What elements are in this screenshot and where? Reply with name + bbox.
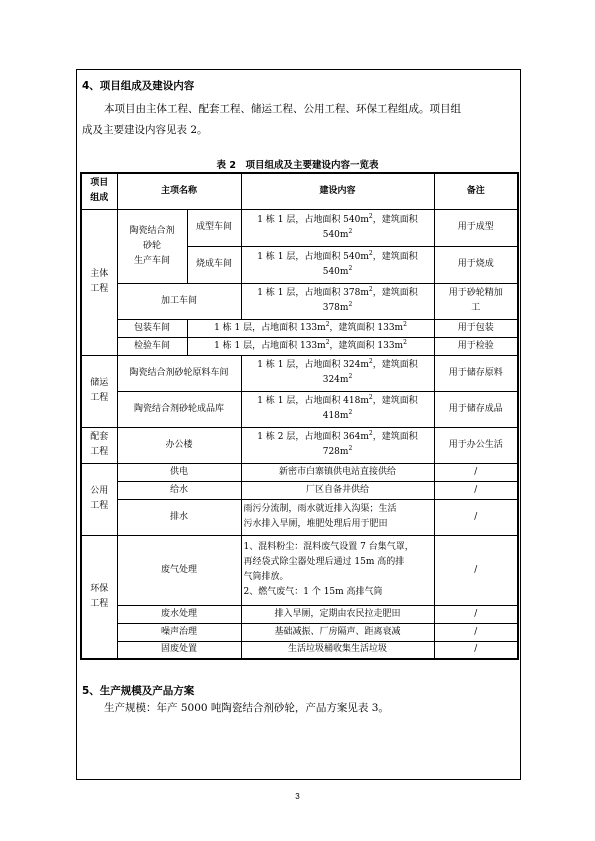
noise-name: 噪声治理 — [117, 623, 241, 641]
packing-name: 包装车间 — [117, 319, 187, 337]
product-store-content: 1 栋 1 层，占地面积 $418m^2$，建筑面积 $418m^2$ — [241, 391, 434, 427]
header-content: 建设内容 — [241, 173, 434, 209]
processing-name: 加工车间 — [117, 283, 241, 319]
table-row — [81, 463, 518, 481]
section-heading-4: 4、项目组成及建设内容 — [82, 80, 195, 92]
gas-name: 废气处理 — [117, 535, 241, 605]
office-content: 1 栋 2 层，占地面积 $364m^2$，建筑面积 $728m^2$ — [241, 427, 434, 463]
table-row — [81, 355, 518, 391]
workshop-cell: 陶瓷结合剂 砂轮 生产车间 — [117, 209, 187, 283]
forming-name: 成型车间 — [187, 209, 241, 246]
water-content: 厂区自备井供给 — [241, 481, 434, 499]
packing-note: 用于包装 — [434, 319, 518, 337]
table-row — [81, 641, 518, 659]
firing-name: 烧成车间 — [187, 246, 241, 283]
forming-note: 用于成型 — [434, 209, 518, 246]
solid-note: / — [434, 641, 518, 659]
table-row — [81, 623, 518, 641]
inspection-name: 检验车间 — [117, 337, 187, 355]
noise-note: / — [434, 623, 518, 641]
wastewater-content: 排入旱厕，定期由农民拉走肥田 — [241, 605, 434, 623]
group-main: 主体 工程 — [81, 209, 117, 355]
inspection-note: 用于检验 — [434, 337, 518, 355]
table-row — [81, 605, 518, 623]
gas-content: 1、混料粉尘：混料废气设置 7 台集气罩， 再经袋式除尘器处理后通过 15m 高的排 气筒排放。 2、燃气废气：1 个 15m 高排气筒 — [241, 535, 434, 605]
group-support: 配套 工程 — [81, 427, 117, 463]
product-store-note: 用于储存成品 — [434, 391, 518, 427]
wastewater-note: / — [434, 605, 518, 623]
group-public: 公用 工程 — [81, 463, 117, 535]
solid-name: 固废处置 — [117, 641, 241, 659]
table-row — [81, 337, 518, 355]
office-name: 办公楼 — [117, 427, 241, 463]
section-heading-5: 5、生产规模及产品方案 — [82, 685, 195, 697]
table-row — [81, 535, 518, 605]
table-row — [81, 427, 518, 463]
composition-table — [80, 172, 519, 660]
power-content: 新密市白寨镇供电站直接供给 — [241, 463, 434, 481]
drain-note: / — [434, 499, 518, 535]
header-note: 备注 — [434, 173, 518, 209]
power-note: / — [434, 463, 518, 481]
intro-line-1: 本项目由主体工程、配套工程、储运工程、公用工程、环保工程组成。项目组 — [104, 103, 461, 115]
raw-store-name: 陶瓷结合剂砂轮原料车间 — [117, 355, 241, 391]
gas-note: / — [434, 535, 518, 605]
packing-content: 1 栋 1 层，占地面积 $133m^2$，建筑面积 $133m^2$ — [187, 319, 434, 337]
scale-text: 生产规模：年产 5000 吨陶瓷结合剂砂轮，产品方案见表 3。 — [104, 702, 389, 714]
raw-store-content: 1 栋 1 层，占地面积 $324m^2$，建筑面积 $324m^2$ — [241, 355, 434, 391]
table-row — [81, 499, 518, 535]
page-number: 3 — [295, 792, 300, 801]
water-name: 给水 — [117, 481, 241, 499]
table-row — [81, 481, 518, 499]
table-row — [81, 283, 518, 319]
processing-content: 1 栋 1 层，占地面积 $378m^2$，建筑面积 $378m^2$ — [241, 283, 434, 319]
header-name: 主项名称 — [117, 173, 241, 209]
table-row — [81, 391, 518, 427]
table-header-row — [81, 173, 518, 209]
table-row — [81, 209, 518, 246]
solid-content: 生活垃圾桶收集生活垃圾 — [241, 641, 434, 659]
group-storage: 储运 工程 — [81, 355, 117, 427]
firing-note: 用于烧成 — [434, 246, 518, 283]
group-env: 环保 工程 — [81, 535, 117, 659]
drain-content: 雨污分流制，雨水就近排入沟渠；生活 污水排入旱厕，堆肥处理后用于肥田 — [241, 499, 434, 535]
water-note: / — [434, 481, 518, 499]
header-group: 项目 组成 — [81, 173, 117, 209]
firing-content: 1 栋 1 层，占地面积 $540m^2$，建筑面积 $540m^2$ — [241, 246, 434, 283]
drain-name: 排水 — [117, 499, 241, 535]
processing-note: 用于砂轮精加 工 — [434, 283, 518, 319]
office-note: 用于办公生活 — [434, 427, 518, 463]
forming-content: 1 栋 1 层，占地面积 $540m^2$，建筑面积 $540m^2$ — [241, 209, 434, 246]
power-name: 供电 — [117, 463, 241, 481]
inspection-content: 1 栋 1 层，占地面积 $133m^2$，建筑面积 $133m^2$ — [187, 337, 434, 355]
product-store-name: 陶瓷结合剂砂轮成品库 — [117, 391, 241, 427]
table-row — [81, 319, 518, 337]
raw-store-note: 用于储存原料 — [434, 355, 518, 391]
intro-line-2: 成及主要建设内容见表 2。 — [82, 124, 208, 136]
table-caption: 表 2 项目组成及主要建设内容一览表 — [216, 160, 379, 171]
wastewater-name: 废水处理 — [117, 605, 241, 623]
noise-content: 基础减振、厂房隔声、距离衰减 — [241, 623, 434, 641]
